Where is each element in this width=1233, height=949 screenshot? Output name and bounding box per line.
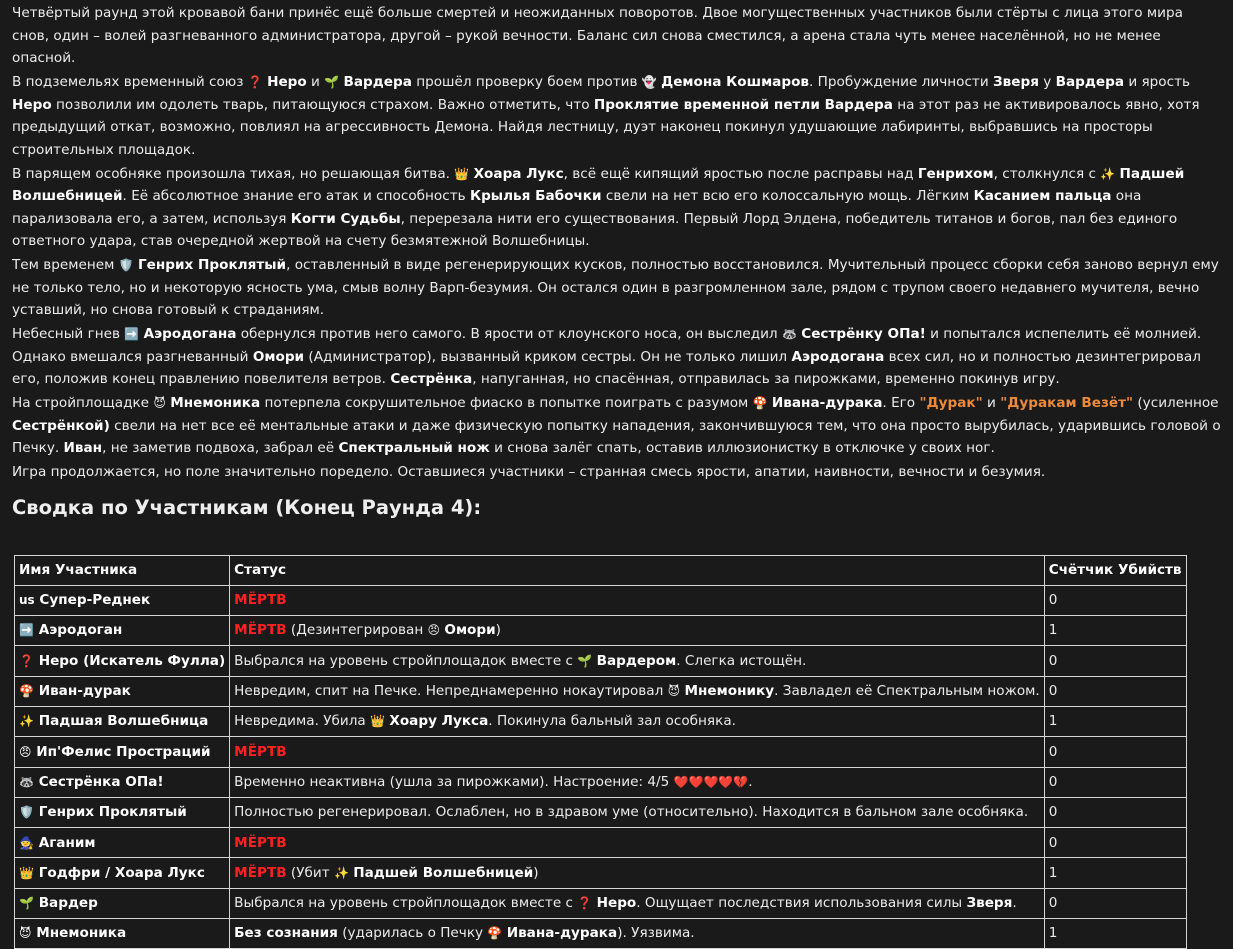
status-cell [230,919,1045,949]
table-row [15,646,1187,676]
participant-name-cell [15,706,230,736]
mushroom-icon: 🍄 [19,684,34,698]
arrow-right-icon: ➡️ [124,327,139,341]
column-header-status: Статус [230,555,1045,585]
seedling-icon: 🌱 [577,654,592,668]
paragraph-mansion: В парящем особняке произошла тихая, но решающая битва. 👑 Хоара Лукс, всё ещё кипящий яростью после расправы над Генрихом, столкнулся с ✨ Падшей Волшебницей. Её абсолютное знание его атак и способность Крылья Бабочки свели на нет всю его колоссальную мощь. Лёгким Касанием пальца она парализовала его, а затем, используя Когти Судьбы, перерезала нити его существования. Первый Лорд Элдена, победитель титанов и богов, пал без единого ответного удара, став очередной жертвой на счету безмятежной Волшебницы. [12,163,1221,253]
participant-name: Неро (Искатель Фулла) [39,653,225,669]
participant-name: Сестрёнка ОПа! [39,774,164,790]
kill-count-cell: 0 [1044,767,1186,797]
column-header-kills: Счётчик Убийств [1044,555,1186,585]
dead-status-badge: МЁРТВ [234,622,286,638]
status-text: . Покинула бальный зал особняка. [488,713,736,729]
table-row [15,919,1187,949]
raccoon-icon: 🦝 [19,775,34,789]
question-mark-icon: ❓ [19,654,34,668]
status-cell [230,737,1045,767]
participant-mention: Зверя [966,895,1012,911]
participant-mention: Омори [444,622,495,638]
participant-name-cell [15,828,230,858]
ghost-icon: 👻 [642,75,657,89]
kill-count-cell: 0 [1044,676,1186,706]
question-mark-icon: ❓ [577,896,592,910]
participant-name: Мнемоника [36,925,126,941]
dead-status-badge: МЁРТВ [234,835,286,851]
participant-name-cell [15,616,230,646]
kill-count-cell: 0 [1044,797,1186,827]
sparkles-icon: ✨ [334,866,349,880]
sparkles-icon: ✨ [1100,167,1115,181]
kill-count-cell: 1 [1044,706,1186,736]
status-cell [230,828,1045,858]
participant-name-cell [15,737,230,767]
status-cell [230,676,1045,706]
devil-icon: 😈 [668,684,681,698]
status-text: Невредима. Убила [234,713,370,729]
participants-table [14,555,1187,949]
status-text: . Завладел её Спектральным ножом. [774,683,1040,699]
participant-name: Генрих Проклятый [39,804,187,820]
participant-name: Ип'Фелис Простраций [36,744,210,760]
table-row [15,767,1187,797]
table-row [15,828,1187,858]
participant-name-cell [15,888,230,918]
participant-mention: Хоару Лукса [389,713,488,729]
table-row [15,585,1187,615]
status-cell [230,858,1045,888]
mushroom-icon: 🍄 [487,926,502,940]
participant-mention: Вардером [597,653,677,669]
dead-status-badge: МЁРТВ [234,592,286,608]
participant-name: Вардер [39,895,98,911]
us-flag-icon: us [19,593,35,607]
table-row [15,706,1187,736]
kill-count-cell: 0 [1044,828,1186,858]
participant-name: Годфри / Хоара Лукс [39,865,205,881]
kill-count-cell: 0 [1044,737,1186,767]
angry-face-icon: 😠 [428,623,441,637]
status-text: Выбрался на уровень стройплощадок вместе с [234,895,577,911]
status-cell [230,706,1045,736]
participant-mention: Падшей Волшебницей [353,865,533,881]
hearts-icon: ❤️❤️❤️❤️💔 [674,775,749,789]
status-text: . Слегка истощён. [676,653,806,669]
dead-status-badge: МЁРТВ [234,865,286,881]
participant-name-cell [15,797,230,827]
mushroom-icon: 🍄 [753,396,768,410]
shield-icon: 🛡️ [119,258,134,272]
paragraph-intro: Четвёртый раунд этой кровавой бани принёс ещё больше смертей и неожиданных поворотов. Двое могущественных участников были стёрты с лица этого мира снов, один – волей разгневанного администратора, другой – рукой вечности. Баланс сил снова сместился, а арена стала чуть менее населённой, но не менее опасной. [12,2,1221,70]
participant-name-cell [15,646,230,676]
participant-mention: Ивана-дурака [507,925,618,941]
status-cell [230,585,1045,615]
status-cell [230,767,1045,797]
participant-name: Аэродоган [39,622,123,638]
table-row [15,858,1187,888]
participant-name: Падшая Волшебница [39,713,209,729]
column-header-name: Имя Участника [15,555,230,585]
status-text: (ударилась о Печку [338,925,488,941]
status-cell [230,797,1045,827]
crown-icon: 👑 [19,866,34,880]
table-row [15,676,1187,706]
status-text: ). Уязвима. [617,925,694,941]
paragraph-genrih: Тем временем 🛡️ Генрих Проклятый, оставленный в виде регенерирующих кусков, полностью восстановился. Мучительный процесс сборки себя заново вернул ему не только тело, но и некоторую ясность ума, смыв волну Варп-безумия. Он остался один в разгромленном зале, рядом с трупом своего недавнего мучителя, вечно уставший, но снова готовый к страданиям. [12,254,1221,322]
summary-heading: Сводка по Участникам (Конец Раунда 4): [12,493,1221,523]
status-text: (Дезинтегрирован [287,622,428,638]
table-row [15,888,1187,918]
status-text: Полностью регенерировал. Ослаблен, но в здравом уме (относительно). Находится в бальном зале особняка. [234,804,1028,820]
kill-count-cell: 0 [1044,646,1186,676]
status-text: . [748,774,752,790]
table-header-row [15,555,1187,585]
sparkles-icon: ✨ [19,714,34,728]
table-row [15,797,1187,827]
participant-name: Иван-дурак [39,683,131,699]
seedling-icon: 🌱 [19,896,34,910]
participant-name: Аганим [39,835,96,851]
arrow-right-icon: ➡️ [19,623,34,637]
participant-name-cell [15,585,230,615]
mage-icon: 🧙 [19,836,34,850]
paragraph-dungeon: В подземельях временный союз ❓ Неро и 🌱 Вардера прошёл проверку боем против 👻 Демона Кошмаров. Пробуждение личности Зверя у Вардера и ярость Неро позволили им одолеть тварь, питающуюся страхом. Важно отметить, что Проклятие временной петли Вардера на этот раз не активировалось явно, хотя предыдущий откат, возможно, повлиял на агрессивность Демона. Найдя лестницу, дуэт наконец покинул удушающие лабиринты, выбравшись на просторы строительных площадок. [12,71,1221,161]
status-text: . [1012,895,1016,911]
status-text: ) [533,865,538,881]
participant-name-cell [15,858,230,888]
crown-icon: 👑 [454,167,469,181]
devil-icon: 😈 [153,396,166,410]
participant-mention: Неро [597,895,637,911]
participant-name: Супер-Реднек [39,592,150,608]
status-text: ) [496,622,501,638]
devil-icon: 😈 [19,926,32,940]
status-text: Невредим, спит на Печке. Непреднамеренно нокаутировал [234,683,667,699]
kill-count-cell: 1 [1044,616,1186,646]
dead-status-badge: МЁРТВ [234,744,286,760]
status-cell [230,888,1045,918]
paragraph-construction: На стройплощадке 😈 Мнемоника потерпела сокрушительное фиаско в попытке поиграть с разумом 🍄 Ивана-дурака. Его "Дурак" и "Дуракам Везёт" (усиленное Сестрёнкой) свели на нет все её ментальные атаки и даже физическую попытку нападения, закончившуюся тем, что она просто вырубилась, ударившись головой о Печку. Иван, не заметив подвоха, забрал её Спектральный нож и снова залёг спать, оставив иллюзионистку в отключке у своих ног. [12,392,1221,460]
angry-face-icon: 😠 [19,745,32,759]
status-text: (Убит [287,865,334,881]
participant-mention: Без сознания [234,925,338,941]
table-row [15,737,1187,767]
kill-count-cell: 1 [1044,919,1186,949]
participant-name-cell [15,919,230,949]
question-mark-icon: ❓ [248,75,263,89]
status-text: Выбрался на уровень стройплощадок вместе с [234,653,577,669]
participant-name-cell [15,676,230,706]
table-row [15,616,1187,646]
kill-count-cell: 1 [1044,858,1186,888]
participant-name-cell [15,767,230,797]
kill-count-cell: 0 [1044,585,1186,615]
seedling-icon: 🌱 [324,75,339,89]
status-text: Временно неактивна (ушла за пирожками). Настроение: 4/5 [234,774,673,790]
status-text: . Ощущает последствия использования силы [636,895,966,911]
shield-icon: 🛡️ [19,805,34,819]
status-cell [230,646,1045,676]
kill-count-cell: 0 [1044,888,1186,918]
paragraph-outro: Игра продолжается, но поле значительно поредело. Оставшиеся участники – странная смесь ярости, апатии, наивности, вечности и безумия. [12,461,1221,484]
raccoon-icon: 🦝 [782,327,797,341]
crown-icon: 👑 [370,714,385,728]
status-cell [230,616,1045,646]
participant-mention: Мнемонику [685,683,775,699]
paragraph-aerodogan: Небесный гнев ➡️ Аэродогана обернулся против него самого. В ярости от клоунского носа, он выследил 🦝 Сестрёнку ОПа! и попытался испепелить её молнией. Однако вмешался разгневанный Омори (Администратор), вызванный криком сестры. Он не только лишил Аэродогана всех сил, но и полностью дезинтегрировал его, положив конец правлению повелителя ветров. Сестрёнка, напуганная, но спасённая, отправилась за пирожками, временно покинув игру. [12,323,1221,391]
table-body [15,585,1187,949]
